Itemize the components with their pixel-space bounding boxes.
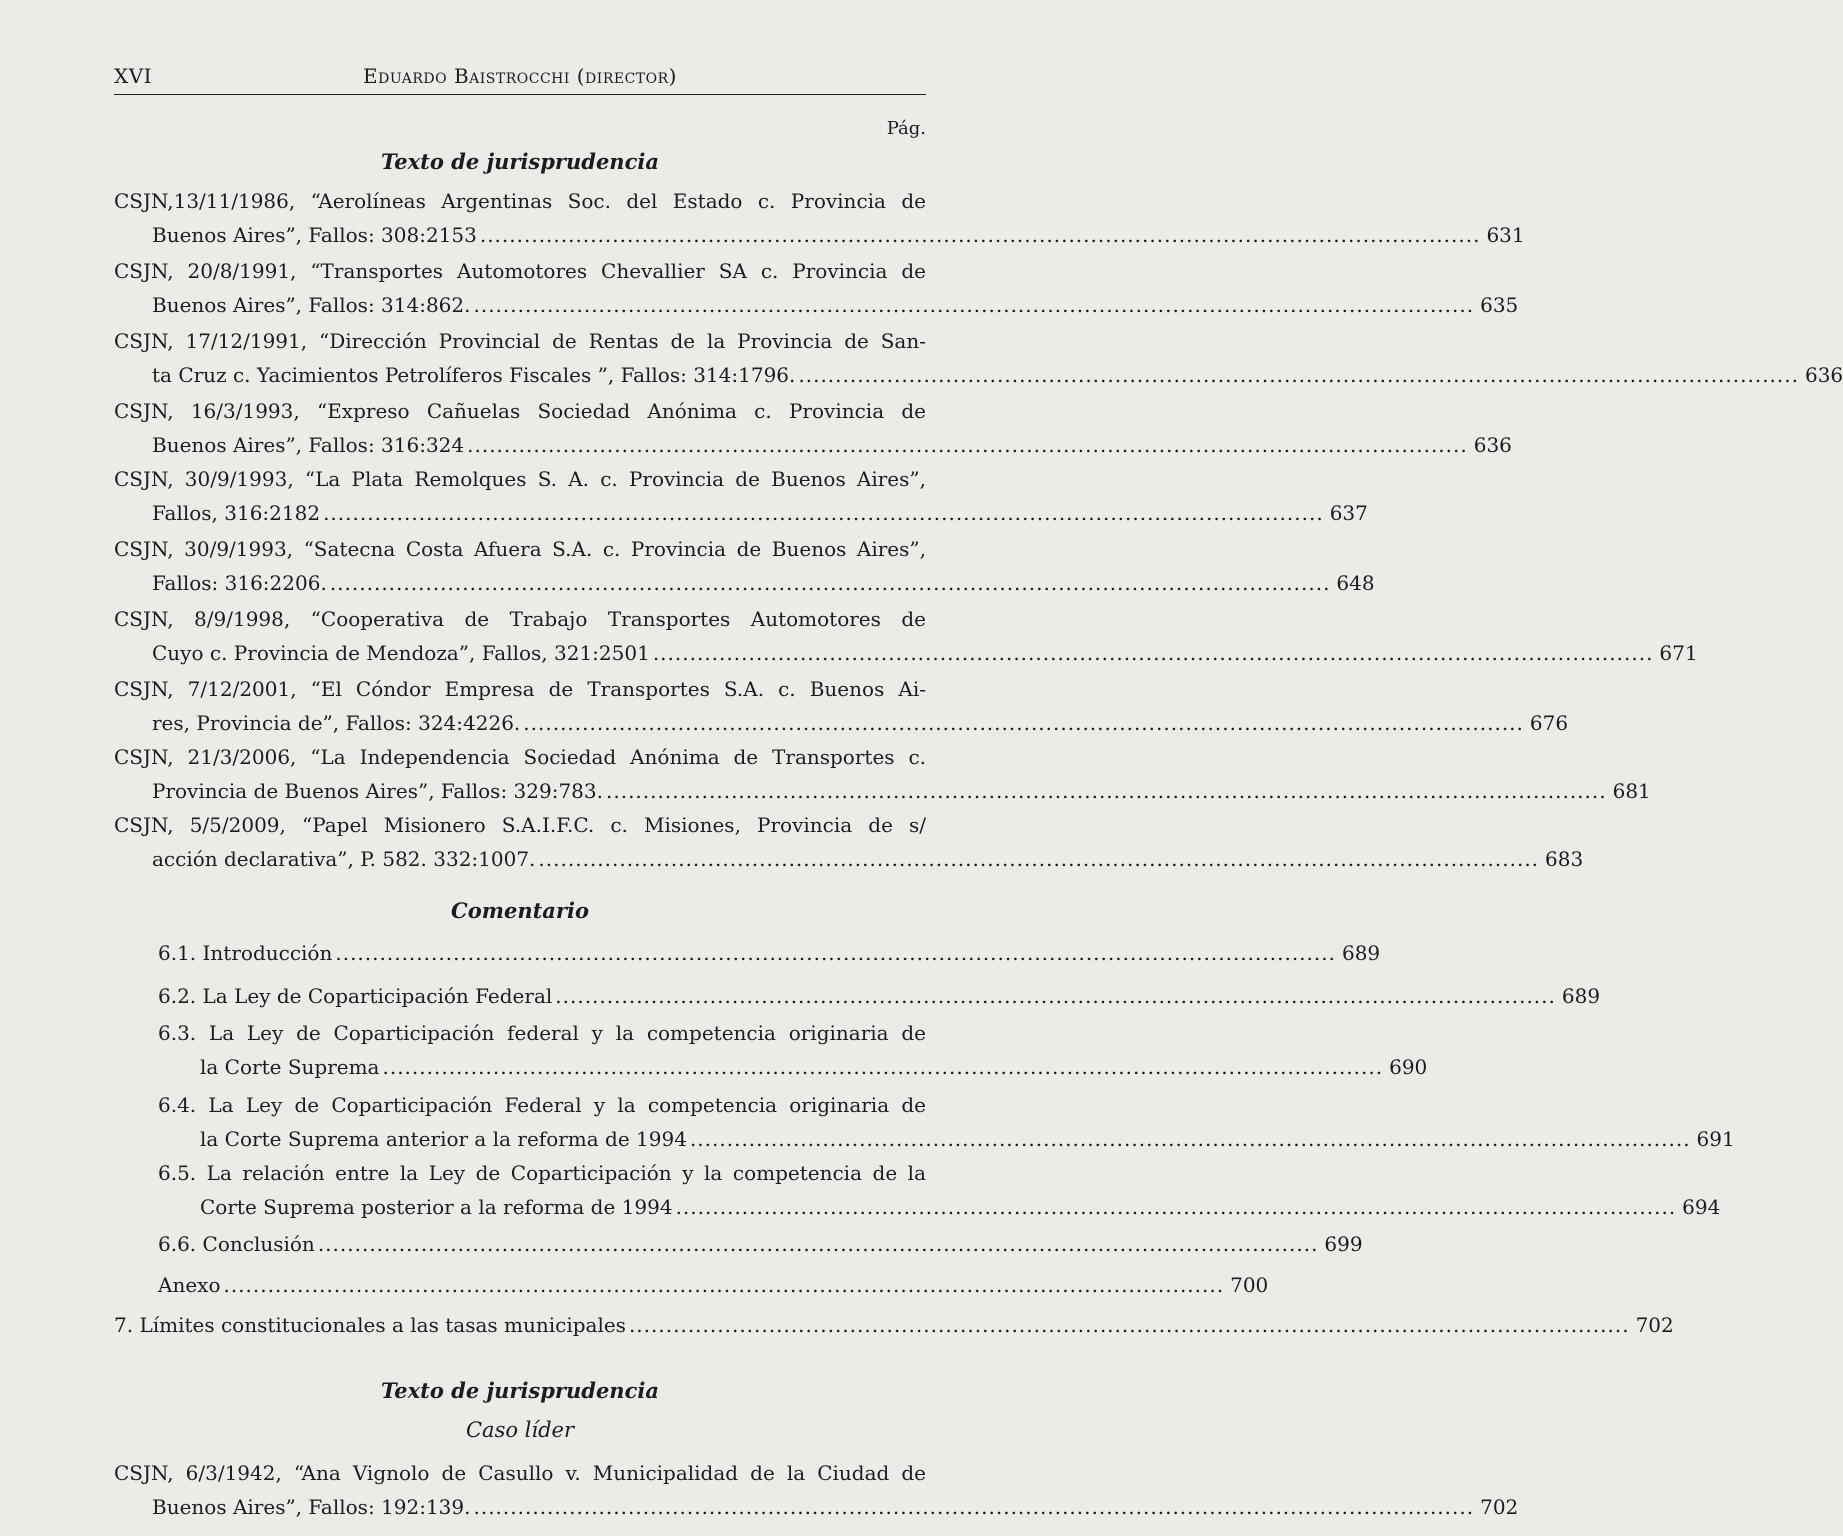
toc-entry-title: 6.6. Conclusión bbox=[158, 1232, 315, 1256]
page-column-label: Pág. bbox=[886, 118, 926, 139]
toc-entry-title: 6.1. Introducción bbox=[158, 941, 333, 965]
toc-entry: CSJN, 20/8/1991, “Transportes Automotores Chevallier SA c. Provincia de Buenos Aires”, Fallos: 314:862. ........................................................................................................................................ 635 bbox=[114, 254, 926, 322]
toc-entry-line: 6.4. La Ley de Coparticipación Federal y la competencia originaria de bbox=[158, 1093, 926, 1117]
toc-entry: 6.5. La relación entre la Ley de Coparticipación y la competencia de la Corte Suprema posterior a la reforma de 1994 ........................................................................................................................................ 694 bbox=[158, 1156, 926, 1224]
toc-entry-title: Buenos Aires”, Fallos: 314:862. bbox=[152, 293, 471, 317]
toc-entry-page: 681 bbox=[1612, 779, 1651, 803]
toc-entry: 6.3. La Ley de Coparticipación federal y la competencia originaria de la Corte Suprema ........................................................................................................................................ 690 bbox=[158, 1016, 926, 1084]
toc-entry-line: CSJN, 16/3/1993, “Expreso Cañuelas Sociedad Anónima c. Provincia de bbox=[114, 399, 926, 423]
toc-entry: Anexo ........................................................................................................................................ 700 bbox=[158, 1268, 926, 1302]
toc-entry-line: CSJN, 21/3/2006, “La Independencia Sociedad Anónima de Transportes c. bbox=[114, 745, 926, 769]
toc-entry: CSJN,13/11/1986, “Aerolíneas Argentinas Soc. del Estado c. Provincia de Buenos Aires”, Fallos: 308:2153 ........................................................................................................................................ 631 bbox=[114, 184, 926, 252]
toc-entry-page: 636 bbox=[1804, 363, 1843, 387]
toc-entry-page: 700 bbox=[1230, 1273, 1269, 1297]
section-heading-texto-jurisprudencia: Texto de jurisprudencia bbox=[381, 1378, 659, 1403]
section-heading-comentario: Comentario bbox=[451, 898, 589, 923]
toc-entry-line: CSJN, 7/12/2001, “El Cóndor Empresa de Transportes S.A. c. Buenos Ai- bbox=[114, 677, 926, 701]
subsection-heading-caso-lider: Caso líder bbox=[465, 1418, 575, 1442]
toc-entry-page: 636 bbox=[1473, 433, 1512, 457]
toc-entry-title: acción declarativa”, P. 582. 332:1007. bbox=[152, 847, 536, 871]
toc-entry: CSJN, 7/12/2001, “El Cóndor Empresa de Transportes S.A. c. Buenos Ai- res, Provincia de”, Fallos: 324:4226. ........................................................................................................................................ 676 bbox=[114, 672, 926, 740]
toc-entry: CSJN, 8/9/1998, “Cooperativa de Trabajo Transportes Automotores de Cuyo c. Provincia de Mendoza”, Fallos, 321:2501 ........................................................................................................................................ 671 bbox=[114, 602, 926, 670]
toc-entry-line: CSJN, 6/3/1942, “Ana Vignolo de Casullo v. Municipalidad de la Ciudad de bbox=[114, 1461, 926, 1485]
toc-entry-page: 683 bbox=[1545, 847, 1584, 871]
toc-entry-title: 6.2. La Ley de Coparticipación Federal bbox=[158, 984, 553, 1008]
toc-entry: CSJN, 17/12/1991, “Dirección Provincial de Rentas de la Provincia de San- ta Cruz c. Yacimientos Petrolíferos Fiscales ”, Fallos: 314:1796. ........................................................................................................................................ 636 bbox=[114, 324, 926, 392]
toc-entry: CSJN, 30/9/1993, “La Plata Remolques S. A. c. Provincia de Buenos Aires”, Fallos, 316:2182 ........................................................................................................................................ 637 bbox=[114, 462, 926, 530]
toc-entry-page: 689 bbox=[1561, 984, 1601, 1008]
toc-page bbox=[114, 0, 1843, 1536]
toc-entry: CSJN, 21/3/2006, “La Independencia Sociedad Anónima de Transportes c. Provincia de Buenos Aires”, Fallos: 329:783. ........................................................................................................................................ 681 bbox=[114, 740, 926, 808]
section-heading-texto-jurisprudencia: Texto de jurisprudencia bbox=[381, 149, 659, 174]
toc-entry-line: CSJN, 8/9/1998, “Cooperativa de Trabajo Transportes Automotores de bbox=[114, 607, 926, 631]
toc-entry-title: ta Cruz c. Yacimientos Petrolíferos Fiscales ”, Fallos: 314:1796. bbox=[152, 363, 796, 387]
toc-entry-title: la Corte Suprema anterior a la reforma de 1994 bbox=[200, 1127, 687, 1151]
toc-entry-page: 637 bbox=[1329, 501, 1368, 525]
toc-entry-title: Anexo bbox=[158, 1273, 221, 1297]
toc-entry-page: 694 bbox=[1682, 1195, 1721, 1219]
toc-entry-line: CSJN,13/11/1986, “Aerolíneas Argentinas Soc. del Estado c. Provincia de bbox=[114, 189, 926, 213]
page-number: XVI bbox=[114, 64, 153, 88]
toc-entry: CSJN, 5/5/2009, “Papel Misionero S.A.I.F.C. c. Misiones, Provincia de s/ acción declarativa”, P. 582. 332:1007. ........................................................................................................................................ 683 bbox=[114, 808, 926, 876]
toc-entry-line: CSJN, 5/5/2009, “Papel Misionero S.A.I.F.C. c. Misiones, Provincia de s/ bbox=[114, 813, 926, 837]
toc-entry-title: Fallos, 316:2182 bbox=[152, 501, 321, 525]
toc-entry-page: 691 bbox=[1696, 1127, 1735, 1151]
toc-entry-title: Buenos Aires”, Fallos: 308:2153 bbox=[152, 223, 477, 247]
toc-entry-page: 631 bbox=[1486, 223, 1525, 247]
toc-entry: CSJN, 30/9/1993, “Satecna Costa Afuera S.A. c. Provincia de Buenos Aires”, Fallos: 316:2206. ........................................................................................................................................ 648 bbox=[114, 532, 926, 600]
toc-entry: CSJN, 6/3/1942, “Ana Vignolo de Casullo v. Municipalidad de la Ciudad de Buenos Aires”, Fallos: 192:139. ........................................................................................................................................ 702 bbox=[114, 1456, 926, 1524]
toc-entry-title: Fallos: 316:2206. bbox=[152, 571, 327, 595]
toc-entry-title: res, Provincia de”, Fallos: 324:4226. bbox=[152, 711, 521, 735]
toc-entry-title: Provincia de Buenos Aires”, Fallos: 329:783. bbox=[152, 779, 603, 803]
running-head bbox=[114, 62, 926, 95]
toc-entry: 6.4. La Ley de Coparticipación Federal y la competencia originaria de la Corte Suprema anterior a la reforma de 1994 ........................................................................................................................................ 691 bbox=[158, 1088, 926, 1156]
toc-entry-page: 689 bbox=[1341, 941, 1381, 965]
toc-entry-line: CSJN, 17/12/1991, “Dirección Provincial de Rentas de la Provincia de San- bbox=[114, 329, 926, 353]
toc-entry-title: Buenos Aires”, Fallos: 316:324 bbox=[152, 433, 465, 457]
running-head-author: Eduardo Baistrocchi (director) bbox=[363, 64, 677, 88]
toc-entry-page: 635 bbox=[1480, 293, 1519, 317]
toc-entry-page: 671 bbox=[1659, 641, 1698, 665]
toc-entry-line: CSJN, 20/8/1991, “Transportes Automotores Chevallier SA c. Provincia de bbox=[114, 259, 926, 283]
toc-entry-line: CSJN, 30/9/1993, “La Plata Remolques S. A. c. Provincia de Buenos Aires”, bbox=[114, 467, 926, 491]
toc-entry-title: Buenos Aires”, Fallos: 192:139. bbox=[152, 1495, 471, 1519]
toc-entry-page: 676 bbox=[1529, 711, 1569, 735]
toc-entry-page: 699 bbox=[1324, 1232, 1363, 1256]
toc-entry-title: 7. Límites constitucionales a las tasas municipales bbox=[114, 1313, 626, 1337]
toc-entry-title: Corte Suprema posterior a la reforma de 1994 bbox=[200, 1195, 673, 1219]
toc-entry-line: 6.3. La Ley de Coparticipación federal y la competencia originaria de bbox=[158, 1021, 926, 1045]
toc-entry-line: CSJN, 30/9/1993, “Satecna Costa Afuera S.A. c. Provincia de Buenos Aires”, bbox=[114, 537, 926, 561]
toc-entry-page: 702 bbox=[1480, 1495, 1519, 1519]
toc-entry: CSJN, 16/3/1993, “Expreso Cañuelas Sociedad Anónima c. Provincia de Buenos Aires”, Fallos: 316:324 ........................................................................................................................................ 636 bbox=[114, 394, 926, 462]
toc-entry-title: la Corte Suprema bbox=[200, 1055, 380, 1079]
toc-entry-line: 6.5. La relación entre la Ley de Coparticipación y la competencia de la bbox=[158, 1161, 926, 1185]
toc-entry: 6.2. La Ley de Coparticipación Federal ........................................................................................................................................ 689 bbox=[158, 979, 926, 1013]
toc-entry-page: 648 bbox=[1336, 571, 1375, 595]
toc-chapter-entry: 7. Límites constitucionales a las tasas municipales ........................................................................................................................................ 702 bbox=[114, 1308, 926, 1342]
toc-entry-page: 690 bbox=[1389, 1055, 1428, 1079]
toc-entry-page: 702 bbox=[1635, 1313, 1674, 1337]
toc-entry: 6.6. Conclusión ........................................................................................................................................ 699 bbox=[158, 1227, 926, 1261]
toc-entry: 6.1. Introducción ........................................................................................................................................ 689 bbox=[158, 936, 926, 970]
toc-entry-title: Cuyo c. Provincia de Mendoza”, Fallos, 321:2501 bbox=[152, 641, 650, 665]
